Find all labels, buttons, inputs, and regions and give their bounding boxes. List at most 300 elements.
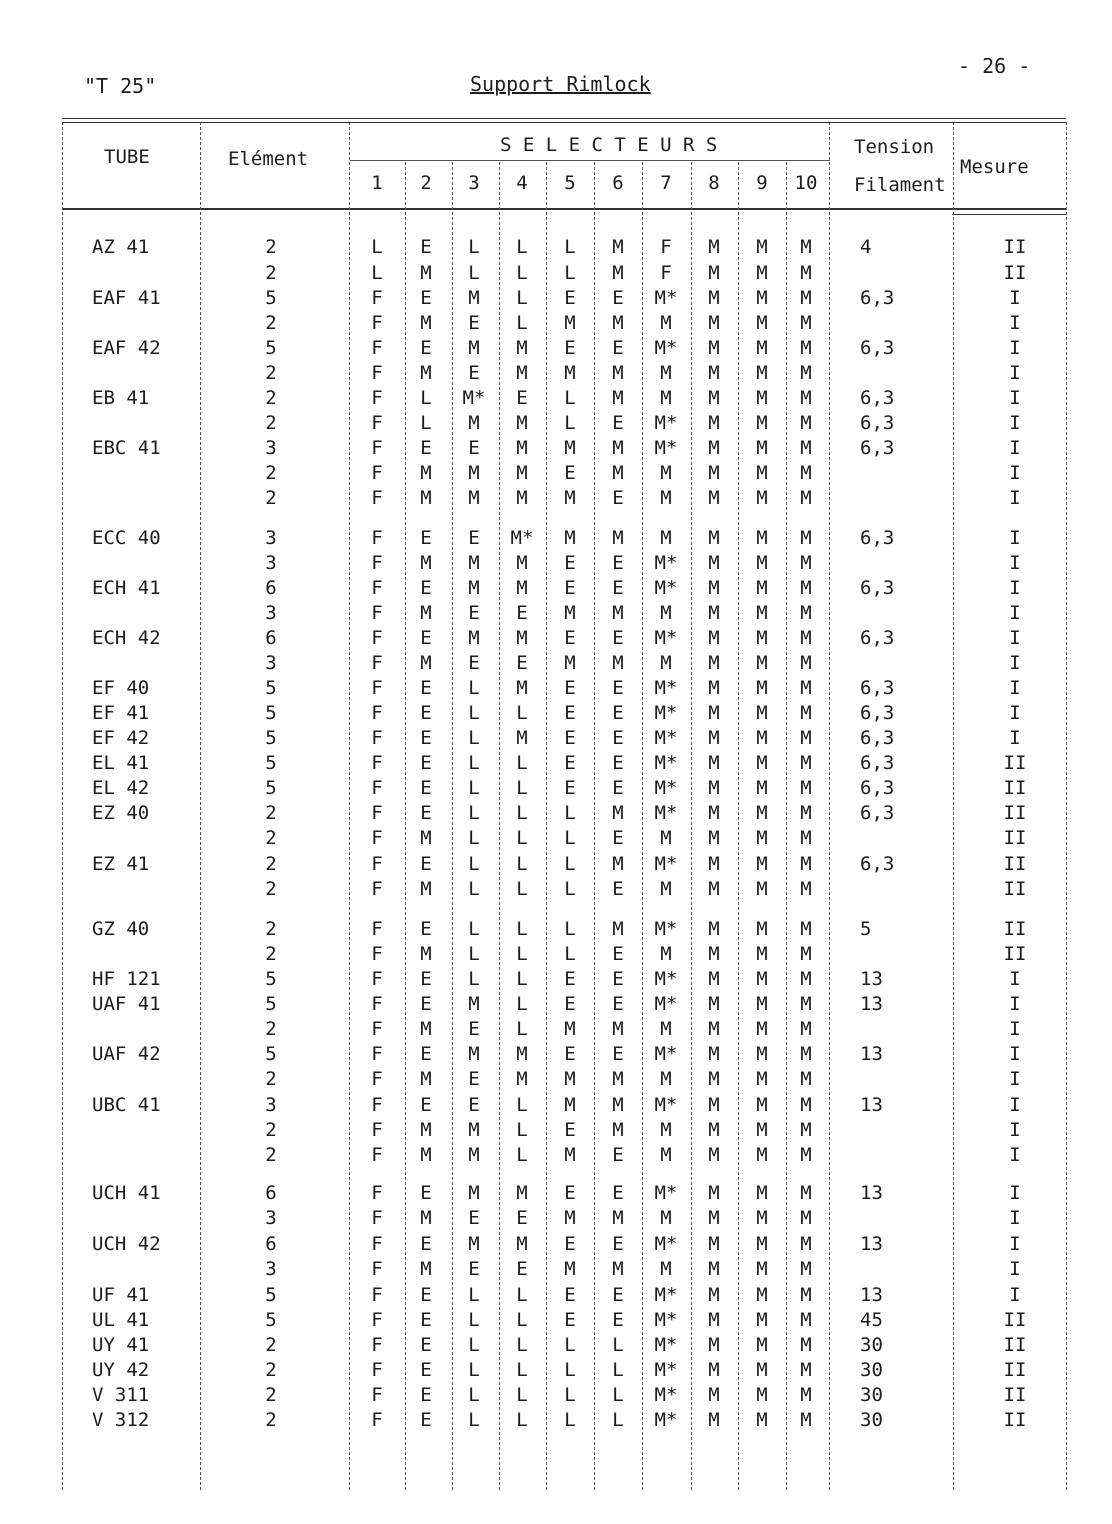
selector-6-value: M (612, 437, 624, 459)
filament-voltage: 6,3 (860, 702, 895, 724)
selector-2-value: M (420, 1018, 432, 1040)
selector-4-value: M (516, 337, 528, 359)
selector-8-value: M (708, 652, 720, 674)
selector-10-value: M (800, 462, 812, 484)
element-count: 2 (265, 1068, 277, 1090)
selector-2-value: M (420, 487, 432, 509)
selector-6-value: E (612, 1182, 624, 1204)
element-count: 6 (265, 1233, 277, 1255)
selector-4-value: L (516, 1018, 528, 1040)
selector-4-value: L (516, 1384, 528, 1406)
selector-3-value: L (468, 968, 480, 990)
selector-9-value: M (756, 337, 768, 359)
selector-5-value: E (564, 777, 576, 799)
selector-1-value: F (371, 727, 383, 749)
selector-9-value: M (756, 437, 768, 459)
selector-8-value: M (708, 777, 720, 799)
selector-6-value: L (612, 1334, 624, 1356)
mesure-value: I (1009, 487, 1021, 509)
mesure-value: I (1009, 312, 1021, 334)
selector-number-4: 4 (516, 172, 528, 194)
selector-4-value: L (516, 312, 528, 334)
selector-6-value: E (612, 1144, 624, 1166)
selector-7-value: M (660, 487, 672, 509)
selector-4-value: M (516, 577, 528, 599)
selector-8-value: M (708, 1233, 720, 1255)
selector-1-value: F (371, 677, 383, 699)
selector-5-value: E (564, 627, 576, 649)
selector-1-value: F (371, 827, 383, 849)
selector-10-value: M (800, 727, 812, 749)
tube-name: UY 41 (92, 1334, 150, 1356)
selector-8-value: M (708, 577, 720, 599)
column-header-selecteurs: S E L E C T E U R S (500, 134, 718, 156)
selector-6-value: E (612, 337, 624, 359)
selector-4-value: E (516, 1207, 528, 1229)
tube-name: ECH 42 (92, 627, 161, 649)
selector-number-2: 2 (420, 172, 432, 194)
selector-1-value: L (371, 236, 383, 258)
selector-7-value: M (660, 527, 672, 549)
selector-8-value: M (708, 462, 720, 484)
selector-5-value: L (564, 387, 576, 409)
selector-4-value: M (516, 1182, 528, 1204)
selector-7-value: M* (654, 337, 678, 359)
selector-1-value: F (371, 853, 383, 875)
selector-3-value: M (468, 287, 480, 309)
element-count: 2 (265, 827, 277, 849)
selector-2-value: E (420, 1043, 432, 1065)
selector-3-value: L (468, 853, 480, 875)
page-number: - 26 - (958, 54, 1031, 78)
tube-name: EF 42 (92, 727, 150, 749)
selector-8-value: M (708, 702, 720, 724)
mesure-value: II (1003, 777, 1027, 799)
selector-8-value: M (708, 1384, 720, 1406)
tube-name: EAF 41 (92, 287, 161, 309)
selector-6-value: E (612, 552, 624, 574)
selector-10-value: M (800, 827, 812, 849)
mesure-value: I (1009, 362, 1021, 384)
selector-7-value: M* (654, 1384, 678, 1406)
filament-voltage: 6,3 (860, 437, 895, 459)
selector-5-value: E (564, 1233, 576, 1255)
selector-3-value: L (468, 918, 480, 940)
selector-10-value: M (800, 437, 812, 459)
selector-7-value: M (660, 1018, 672, 1040)
filament-voltage: 4 (860, 236, 872, 258)
filament-voltage: 6,3 (860, 677, 895, 699)
selector-6-value: E (612, 627, 624, 649)
element-count: 2 (265, 236, 277, 258)
mesure-value: II (1003, 752, 1027, 774)
selector-7-value: M (660, 462, 672, 484)
selector-3-value: L (468, 777, 480, 799)
element-count: 3 (265, 1094, 277, 1116)
selector-10-value: M (800, 1233, 812, 1255)
column-header-tension: Tension (854, 136, 935, 158)
selector-9-value: M (756, 236, 768, 258)
selector-4-value: L (516, 1119, 528, 1141)
mesure-value: I (1009, 1119, 1021, 1141)
selector-3-value: M (468, 627, 480, 649)
selector-7-value: M* (654, 702, 678, 724)
selector-1-value: F (371, 312, 383, 334)
selector-1-value: F (371, 968, 383, 990)
filament-voltage: 13 (860, 1284, 883, 1306)
selector-7-value: M (660, 602, 672, 624)
selector-5-value: L (564, 1334, 576, 1356)
selector-1-value: F (371, 1233, 383, 1255)
selector-6-value: M (612, 853, 624, 875)
selector-8-value: M (708, 1094, 720, 1116)
selector-1-value: F (371, 993, 383, 1015)
selector-6-value: E (612, 777, 624, 799)
element-count: 2 (265, 802, 277, 824)
document-code: "T 25" (84, 74, 157, 98)
selector-number-5: 5 (564, 172, 576, 194)
filament-voltage: 30 (860, 1359, 883, 1381)
filament-voltage: 13 (860, 1233, 883, 1255)
selector-2-value: E (420, 752, 432, 774)
selector-8-value: M (708, 1207, 720, 1229)
selector-1-value: F (371, 702, 383, 724)
selector-5-value: M (564, 312, 576, 334)
selector-10-value: M (800, 677, 812, 699)
selector-5-value: L (564, 1384, 576, 1406)
selector-10-value: M (800, 527, 812, 549)
selector-7-value: M (660, 1068, 672, 1090)
selector-8-value: M (708, 262, 720, 284)
selector-4-value: E (516, 387, 528, 409)
selector-9-value: M (756, 853, 768, 875)
tube-name: UCH 41 (92, 1182, 161, 1204)
selector-7-value: M* (654, 853, 678, 875)
selector-number-8: 8 (708, 172, 720, 194)
selector-2-value: L (420, 387, 432, 409)
element-count: 2 (265, 1144, 277, 1166)
selector-7-value: M* (654, 1233, 678, 1255)
selector-3-value: L (468, 1334, 480, 1356)
selector-8-value: M (708, 362, 720, 384)
filament-voltage: 6,3 (860, 627, 895, 649)
mesure-value: II (1003, 236, 1027, 258)
selector-5-value: E (564, 1309, 576, 1331)
selector-9-value: M (756, 527, 768, 549)
selector-4-value: M (516, 677, 528, 699)
selector-2-value: M (420, 878, 432, 900)
selector-7-value: M* (654, 1309, 678, 1331)
selector-3-value: L (468, 752, 480, 774)
selector-3-value: L (468, 1384, 480, 1406)
selector-4-value: L (516, 968, 528, 990)
selector-9-value: M (756, 727, 768, 749)
selector-10-value: M (800, 918, 812, 940)
selector-9-value: M (756, 652, 768, 674)
selector-4-value: M (516, 412, 528, 434)
selector-7-value: M* (654, 802, 678, 824)
selector-10-value: M (800, 1068, 812, 1090)
selector-2-value: E (420, 677, 432, 699)
selector-9-value: M (756, 362, 768, 384)
selector-3-value: E (468, 602, 480, 624)
selector-10-value: M (800, 602, 812, 624)
selector-2-value: E (420, 1284, 432, 1306)
selector-9-value: M (756, 412, 768, 434)
selector-1-value: F (371, 1409, 383, 1431)
selector-6-value: E (612, 677, 624, 699)
tube-name: AZ 41 (92, 236, 150, 258)
selector-9-value: M (756, 943, 768, 965)
selector-7-value: M (660, 652, 672, 674)
selector-10-value: M (800, 262, 812, 284)
selector-5-value: M (564, 652, 576, 674)
selector-10-value: M (800, 1384, 812, 1406)
filament-voltage: 5 (860, 918, 872, 940)
selector-1-value: F (371, 802, 383, 824)
selector-6-value: M (612, 236, 624, 258)
filament-voltage: 13 (860, 993, 883, 1015)
mesure-value: II (1003, 1384, 1027, 1406)
selector-9-value: M (756, 387, 768, 409)
selector-9-value: M (756, 312, 768, 334)
selector-9-value: M (756, 1359, 768, 1381)
selector-1-value: F (371, 1182, 383, 1204)
element-count: 3 (265, 652, 277, 674)
element-count: 2 (265, 918, 277, 940)
selector-5-value: L (564, 1359, 576, 1381)
selector-8-value: M (708, 412, 720, 434)
selector-2-value: E (420, 527, 432, 549)
selector-4-value: L (516, 827, 528, 849)
selector-1-value: F (371, 1359, 383, 1381)
selector-10-value: M (800, 1144, 812, 1166)
selector-4-value: M (516, 362, 528, 384)
selector-1-value: F (371, 387, 383, 409)
mesure-value: I (1009, 993, 1021, 1015)
selector-8-value: M (708, 1309, 720, 1331)
selector-8-value: M (708, 627, 720, 649)
selector-7-value: M (660, 827, 672, 849)
selector-9-value: M (756, 1043, 768, 1065)
selector-1-value: F (371, 627, 383, 649)
selector-1-value: F (371, 577, 383, 599)
element-count: 2 (265, 878, 277, 900)
filament-voltage: 30 (860, 1409, 883, 1431)
selector-5-value: E (564, 1043, 576, 1065)
selector-7-value: M (660, 312, 672, 334)
filament-voltage: 6,3 (860, 853, 895, 875)
selector-10-value: M (800, 1309, 812, 1331)
selector-4-value: L (516, 802, 528, 824)
tube-name: UF 41 (92, 1284, 150, 1306)
selector-4-value: M (516, 437, 528, 459)
selector-5-value: M (564, 1258, 576, 1280)
filament-voltage: 6,3 (860, 752, 895, 774)
selector-6-value: E (612, 577, 624, 599)
selector-4-value: L (516, 777, 528, 799)
selector-5-value: M (564, 527, 576, 549)
selector-5-value: E (564, 702, 576, 724)
element-count: 2 (265, 462, 277, 484)
selector-2-value: M (420, 362, 432, 384)
selector-9-value: M (756, 1258, 768, 1280)
selector-10-value: M (800, 1207, 812, 1229)
selector-8-value: M (708, 1284, 720, 1306)
selector-2-value: E (420, 853, 432, 875)
selector-6-value: E (612, 993, 624, 1015)
selector-3-value: E (468, 312, 480, 334)
element-count: 6 (265, 627, 277, 649)
selector-2-value: M (420, 602, 432, 624)
selector-6-value: M (612, 1094, 624, 1116)
selector-2-value: E (420, 1359, 432, 1381)
mesure-value: II (1003, 802, 1027, 824)
tube-name: ECC 40 (92, 527, 161, 549)
selector-6-value: L (612, 1384, 624, 1406)
selector-8-value: M (708, 312, 720, 334)
selector-7-value: M* (654, 287, 678, 309)
selector-10-value: M (800, 362, 812, 384)
mesure-value: I (1009, 1233, 1021, 1255)
selector-9-value: M (756, 993, 768, 1015)
selector-4-value: L (516, 1094, 528, 1116)
selector-number-3: 3 (468, 172, 480, 194)
selector-4-value: L (516, 1309, 528, 1331)
selector-1-value: F (371, 337, 383, 359)
element-count: 2 (265, 387, 277, 409)
selector-4-value: M (516, 627, 528, 649)
mesure-value: I (1009, 412, 1021, 434)
tube-name: V 311 (92, 1384, 150, 1406)
tube-name: UAF 41 (92, 993, 161, 1015)
selector-10-value: M (800, 1043, 812, 1065)
selector-8-value: M (708, 827, 720, 849)
selector-1-value: F (371, 527, 383, 549)
selector-3-value: M (468, 1233, 480, 1255)
mesure-value: I (1009, 968, 1021, 990)
tube-name: EL 42 (92, 777, 150, 799)
selector-6-value: M (612, 262, 624, 284)
selector-8-value: M (708, 1043, 720, 1065)
selector-8-value: M (708, 1068, 720, 1090)
selector-5-value: M (564, 1094, 576, 1116)
selector-7-value: M (660, 943, 672, 965)
selector-8-value: M (708, 387, 720, 409)
selector-2-value: E (420, 337, 432, 359)
selector-10-value: M (800, 577, 812, 599)
selector-5-value: E (564, 677, 576, 699)
selector-2-value: M (420, 652, 432, 674)
mesure-value: I (1009, 1018, 1021, 1040)
filament-voltage: 13 (860, 968, 883, 990)
selector-1-value: F (371, 412, 383, 434)
selector-7-value: M (660, 1119, 672, 1141)
filament-voltage: 6,3 (860, 727, 895, 749)
mesure-value: I (1009, 1068, 1021, 1090)
selector-2-value: E (420, 236, 432, 258)
selector-1-value: F (371, 1068, 383, 1090)
selector-1-value: F (371, 1094, 383, 1116)
mesure-value: II (1003, 827, 1027, 849)
selector-4-value: L (516, 262, 528, 284)
element-count: 5 (265, 727, 277, 749)
selector-5-value: L (564, 262, 576, 284)
selector-4-value: L (516, 287, 528, 309)
selector-5-value: E (564, 1182, 576, 1204)
mesure-value: I (1009, 577, 1021, 599)
selector-9-value: M (756, 1409, 768, 1431)
selector-number-6: 6 (612, 172, 624, 194)
selector-10-value: M (800, 412, 812, 434)
selector-6-value: M (612, 652, 624, 674)
selector-8-value: M (708, 527, 720, 549)
selector-7-value: M* (654, 993, 678, 1015)
mesure-value: I (1009, 1182, 1021, 1204)
selector-3-value: L (468, 943, 480, 965)
mesure-value: II (1003, 1309, 1027, 1331)
selector-5-value: E (564, 993, 576, 1015)
selector-1-value: F (371, 487, 383, 509)
element-count: 2 (265, 487, 277, 509)
mesure-value: I (1009, 462, 1021, 484)
selector-9-value: M (756, 1068, 768, 1090)
selector-5-value: L (564, 853, 576, 875)
selector-1-value: F (371, 918, 383, 940)
selector-1-value: F (371, 878, 383, 900)
selector-4-value: M (516, 552, 528, 574)
selector-5-value: E (564, 1119, 576, 1141)
mesure-value: I (1009, 602, 1021, 624)
column-header-filament: Filament (854, 174, 946, 196)
selector-1-value: F (371, 1384, 383, 1406)
mesure-value: II (1003, 918, 1027, 940)
selector-2-value: M (420, 827, 432, 849)
selector-4-value: L (516, 752, 528, 774)
tube-name: UY 42 (92, 1359, 150, 1381)
selector-9-value: M (756, 677, 768, 699)
filament-voltage: 6,3 (860, 287, 895, 309)
selector-7-value: M* (654, 1359, 678, 1381)
mesure-value: I (1009, 702, 1021, 724)
selector-3-value: M (468, 552, 480, 574)
selector-8-value: M (708, 1018, 720, 1040)
selector-7-value: M* (654, 1182, 678, 1204)
tube-name: EB 41 (92, 387, 150, 409)
selector-10-value: M (800, 1119, 812, 1141)
selector-10-value: M (800, 1334, 812, 1356)
selector-10-value: M (800, 878, 812, 900)
selector-2-value: M (420, 943, 432, 965)
selector-9-value: M (756, 968, 768, 990)
selector-6-value: M (612, 802, 624, 824)
selector-2-value: E (420, 777, 432, 799)
selector-9-value: M (756, 487, 768, 509)
selector-3-value: M (468, 1182, 480, 1204)
selector-8-value: M (708, 337, 720, 359)
mesure-value: I (1009, 627, 1021, 649)
selector-4-value: E (516, 602, 528, 624)
selector-9-value: M (756, 702, 768, 724)
selector-6-value: M (612, 1018, 624, 1040)
selector-5-value: M (564, 1068, 576, 1090)
element-count: 2 (265, 262, 277, 284)
selector-2-value: M (420, 312, 432, 334)
tube-name: EAF 42 (92, 337, 161, 359)
selector-5-value: M (564, 1144, 576, 1166)
selector-3-value: E (468, 652, 480, 674)
selector-5-value: E (564, 552, 576, 574)
